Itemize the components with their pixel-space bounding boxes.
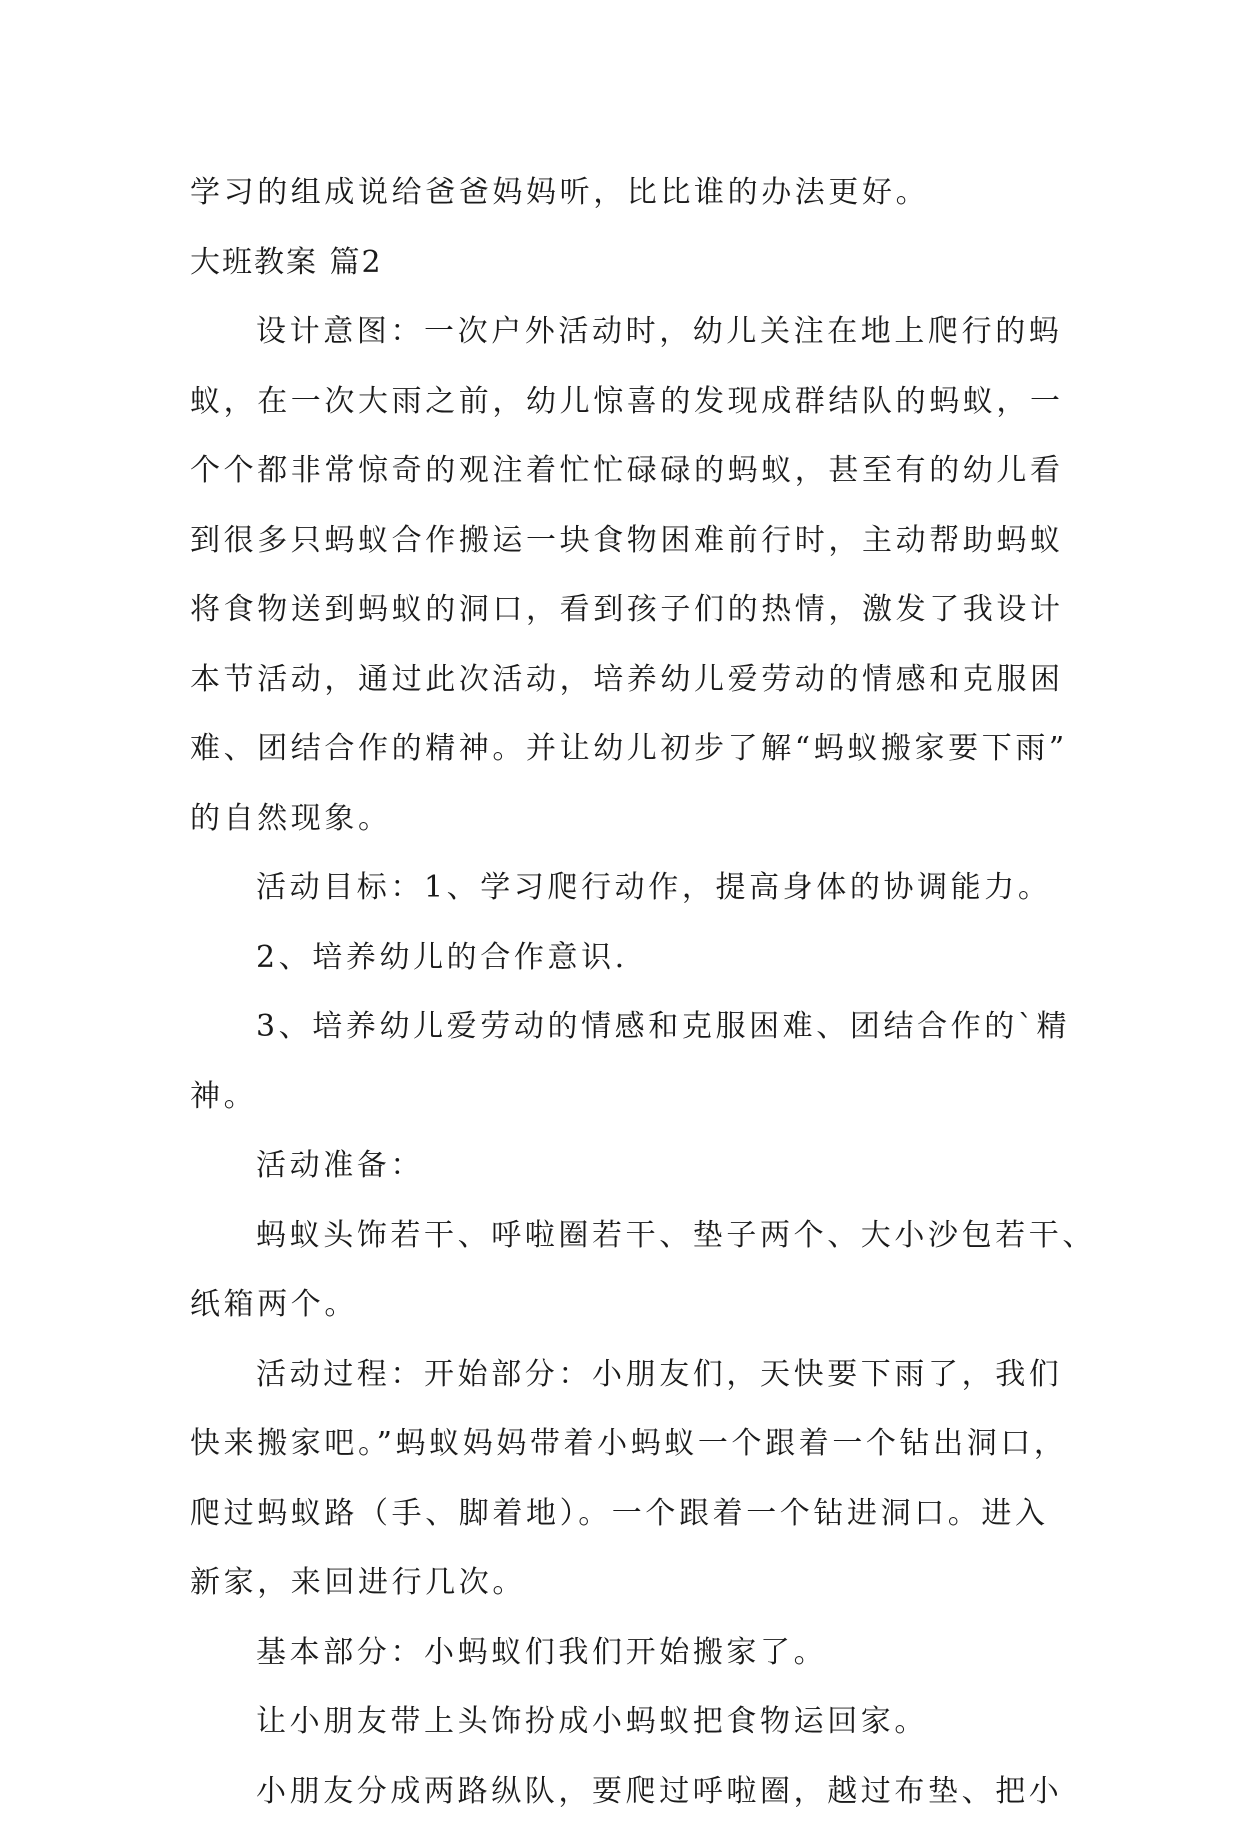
text-line: 小朋友分成两路纵队，要爬过呼啦圈，越过布垫、把小 [190,1757,1060,1826]
text-line: 3、培养幼儿爱劳动的情感和克服困难、团结合作的`精 [190,992,1060,1062]
text-line: 爬过蚂蚁路（手、脚着地）。一个跟着一个钻进洞口。进入 [190,1479,1060,1549]
text-line: 让小朋友带上头饰扮成小蚂蚁把食物运回家。 [190,1687,1060,1757]
text-line: 学习的组成说给爸爸妈妈听，比比谁的办法更好。 [190,158,1060,228]
text-line: 基本部分：小蚂蚁们我们开始搬家了。 [190,1618,1060,1688]
text-line: 难、团结合作的精神。并让幼儿初步了解“蚂蚁搬家要下雨” [190,714,1060,784]
text-line: 蚂蚁头饰若干、呼啦圈若干、垫子两个、大小沙包若干、 [190,1201,1060,1271]
text-line: 活动准备： [190,1131,1060,1201]
text-line: 2、培养幼儿的合作意识. [190,923,1060,993]
section-heading: 大班教案 篇2 [190,228,1060,298]
text-line: 的自然现象。 [190,784,1060,854]
text-line: 快来搬家吧。”蚂蚁妈妈带着小蚂蚁一个跟着一个钻出洞口， [190,1409,1060,1479]
document-body [190,158,1060,1826]
text-line: 到很多只蚂蚁合作搬运一块食物困难前行时，主动帮助蚂蚁 [190,506,1060,576]
text-line: 活动过程：开始部分：小朋友们，天快要下雨了，我们 [190,1340,1060,1410]
text-line: 新家，来回进行几次。 [190,1548,1060,1618]
text-line: 纸箱两个。 [190,1270,1060,1340]
text-line: 蚁，在一次大雨之前，幼儿惊喜的发现成群结队的蚂蚁，一 [190,367,1060,437]
text-line: 个个都非常惊奇的观注着忙忙碌碌的蚂蚁，甚至有的幼儿看 [190,436,1060,506]
text-line: 活动目标：1、学习爬行动作，提高身体的协调能力。 [190,853,1060,923]
text-line: 将食物送到蚂蚁的洞口，看到孩子们的热情，激发了我设计 [190,575,1060,645]
text-line: 设计意图：一次户外活动时，幼儿关注在地上爬行的蚂 [190,297,1060,367]
text-line: 本节活动，通过此次活动，培养幼儿爱劳动的情感和克服困 [190,645,1060,715]
text-line: 神。 [190,1062,1060,1132]
